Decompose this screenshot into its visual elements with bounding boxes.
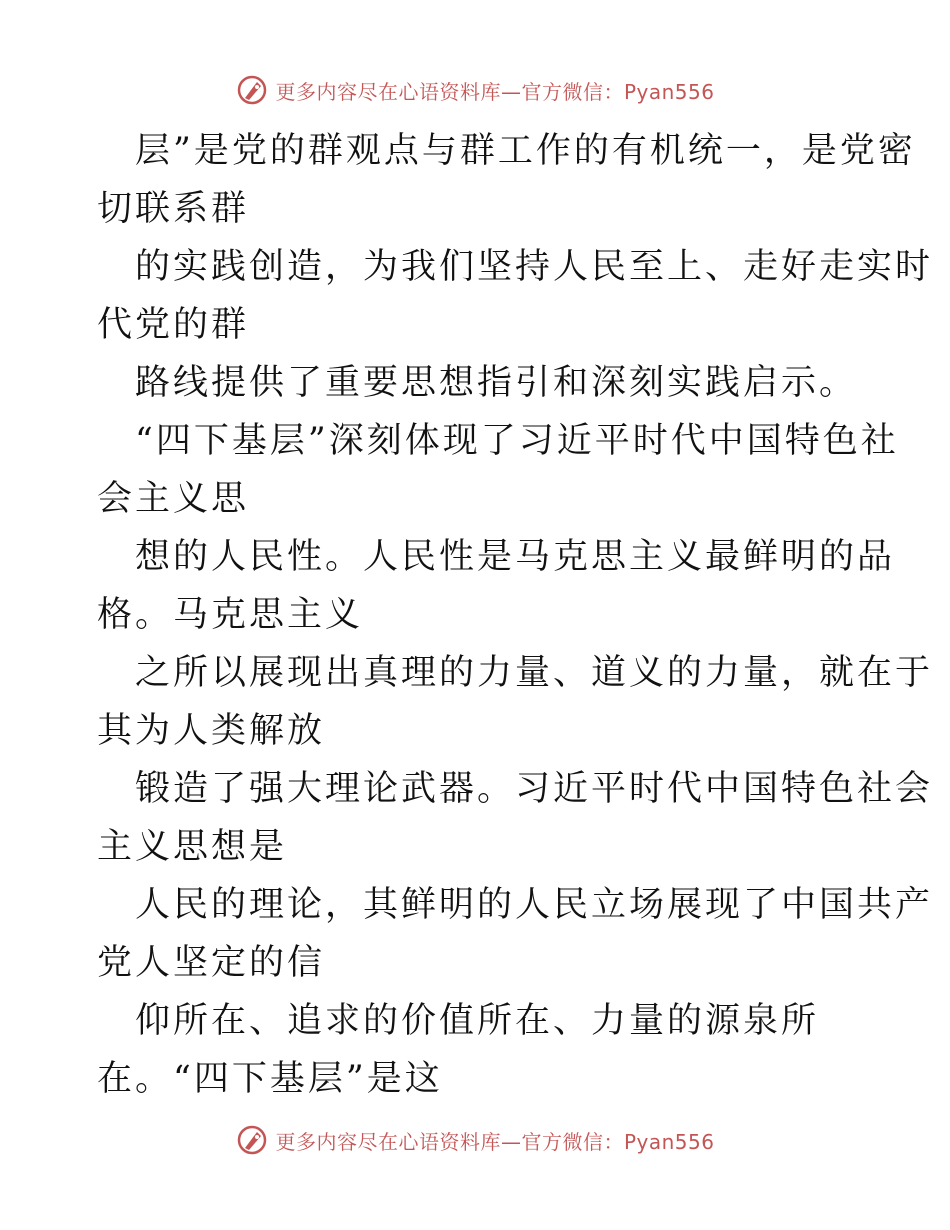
text-line: 锻造了强大理论武器。习近平时代中国特色社会 [135, 769, 934, 809]
text-line: 其为人类解放 [97, 711, 326, 751]
text-line: 在。“四下基层”是这 [97, 1059, 443, 1099]
footer-banner-text: 更多内容尽在心语资料库—官方微信：Pyan556 [275, 1129, 715, 1154]
text-line: 格。马克思主义 [97, 595, 364, 635]
text-line: 人民的理论，其鲜明的人民立场展现了中国共产 [135, 885, 934, 925]
header-banner [0, 70, 950, 110]
header-banner-text: 更多内容尽在心语资料库—官方微信：Pyan556 [275, 79, 715, 104]
text-line: 之所以展现出真理的力量、道义的力量，就在于 [135, 653, 934, 693]
text-line: 党人坚定的信 [97, 943, 326, 983]
text-line: 路线提供了重要思想指引和深刻实践启示。 [135, 363, 858, 403]
text-line: 层”是党的群观点与群工作的有机统一，是党密 [135, 131, 916, 171]
text-line: 切联系群 [97, 189, 250, 229]
text-line: “四下基层”深刻体现了习近平时代中国特色社 [135, 421, 899, 461]
text-line: 代党的群 [97, 305, 250, 345]
text-line: 的实践创造，为我们坚持人民至上、走好走实时 [135, 247, 934, 287]
text-line: 会主义思 [97, 479, 250, 519]
text-line: 想的人民性。人民性是马克思主义最鲜明的品 [135, 537, 896, 577]
text-line: 主义思想是 [97, 827, 288, 867]
text-line: 仰所在、追求的价值所在、力量的源泉所 [135, 1001, 820, 1041]
pen-nib-logo-icon [235, 1123, 269, 1157]
pen-nib-logo-icon [235, 73, 269, 107]
document-body [97, 122, 934, 1108]
footer-banner [0, 1120, 950, 1160]
